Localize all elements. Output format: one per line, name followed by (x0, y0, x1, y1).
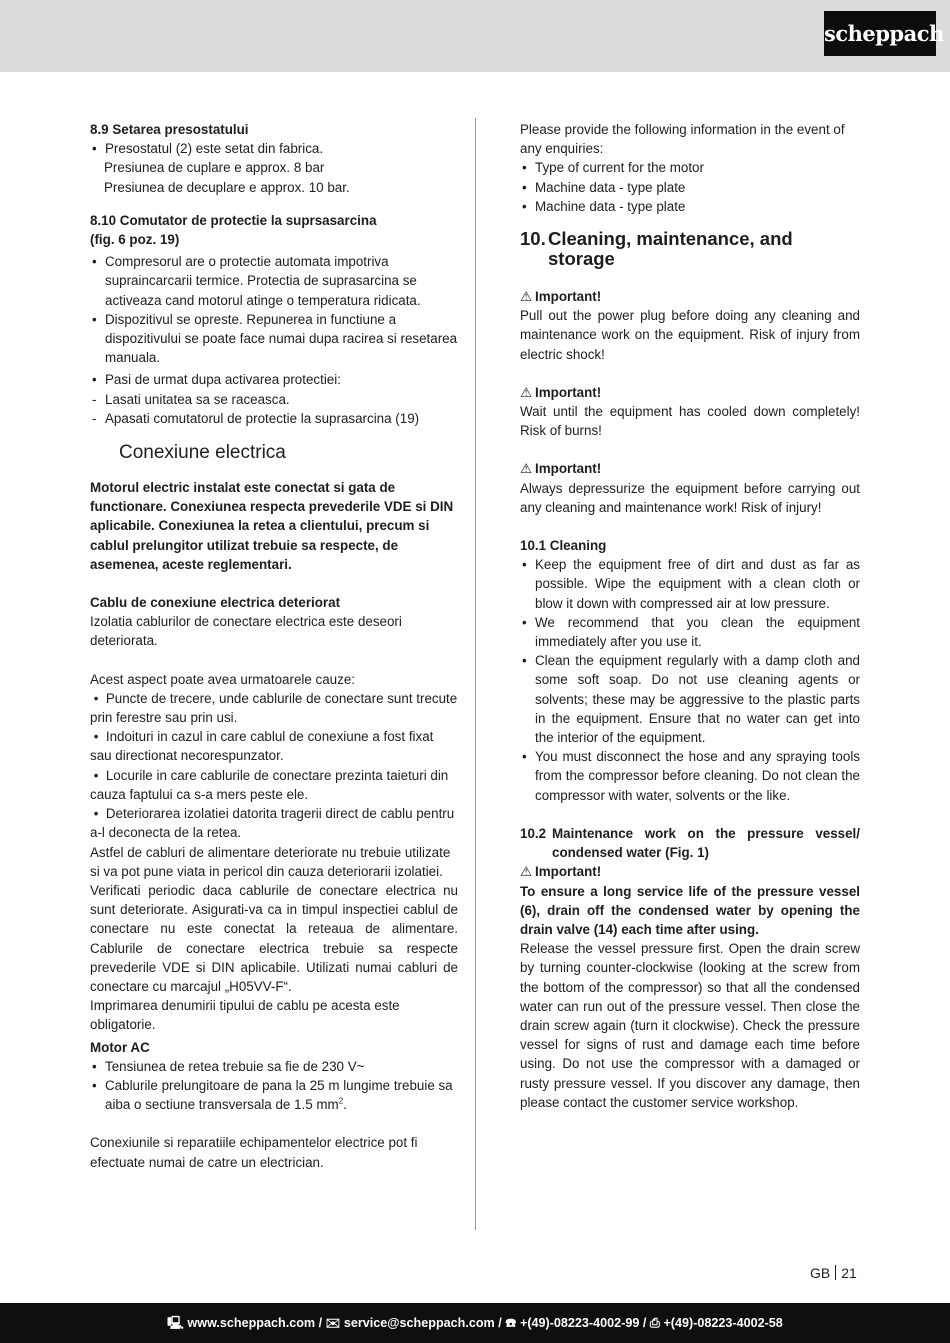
section-10-number: 10. (520, 228, 546, 250)
list-item-text: Lasati unitatea sa se raceasca. (105, 391, 290, 407)
list-item-text: Keep the equipment free of dirt and dust as far as possible. Wipe the equipment with a clean cloth or blow it down with compressed air at low pressure. (535, 557, 860, 611)
footer-website: www.scheppach.com (187, 1316, 316, 1330)
coupling-pressure: Presiunea de cuplare e approx. 8 bar (104, 160, 325, 176)
list-item-text: Clean the equipment regularly with a damp cloth and some soft soap. Do not use cleaning agents or solvents; these may be aggressive to the plastic parts in the equipment. Ensure that no water can get into the interior of the equipment. (535, 653, 860, 746)
right-column (520, 120, 860, 1112)
fax-icon: ⎙ (649, 1316, 660, 1330)
section-8-9-list (90, 139, 458, 158)
page-number: 21 (841, 1265, 857, 1281)
footer-fax: +(49)-08223-4002-58 (663, 1316, 783, 1330)
cauze-item-text: Indoituri in cazul in care cablul de conexiune a fost fixat sau directionat necorespunzator. (90, 729, 434, 764)
mail-icon: ✉ (325, 1316, 341, 1330)
warning-1-title (520, 287, 860, 306)
cauze-item: • Deteriorarea izolatiei datorita tragerii direct de cablu pentru a-l deconecta de la retea. (90, 806, 455, 841)
list-item (520, 613, 860, 651)
column-divider (475, 118, 476, 1230)
verificati-paragraph: Verificati periodic daca cablurile de conectare electrica nu sunt deteriorate. Asigurati-va ca in timpul inspectiei cablul de conectare nu este conectat la reteaua de alimentare. Cablurile de conectare electrica trebuie sa respecte prevederile VDE si DIN aplicabile. Utilizati numai cabluri de conectare cu marcajul „H05VV-F“. (90, 882, 458, 994)
list-item (520, 197, 860, 216)
enquiries-intro: Please provide the following information in the event of any enquiries: (520, 122, 845, 157)
list-item (90, 1057, 458, 1076)
protection-steps-list (90, 390, 458, 428)
list-item-text: Pasi de urmat dupa activarea protectiei: (105, 372, 341, 388)
warning-4-title (520, 862, 860, 881)
list-item (90, 390, 458, 409)
cleaning-list (520, 555, 860, 805)
motor-ac-title: Motor AC (90, 1039, 150, 1055)
cauze-item: • Puncte de trecere, unde cablurile de conectare sunt trecute prin ferestre sau prin usi. (90, 690, 458, 726)
list-item (520, 555, 860, 613)
cablu-deteriorat-title: Cablu de conexiune electrica deteriorat (90, 595, 341, 611)
section-10-2-heading (520, 824, 860, 862)
list-item (90, 310, 458, 368)
section-10-2-title: Maintenance work on the pressure vessel/ condensed water (Fig. 1) (552, 825, 860, 861)
warning-3-text: Always depressurize the equipment before carrying out any cleaning and maintenance work! Risk of injury! (520, 480, 860, 515)
list-item (90, 409, 458, 428)
cauze-item-text: Puncte de trecere, unde cablurile de conectare sunt trecute prin ferestre sau prin usi. (90, 690, 458, 726)
conexiune-electrica-heading: Conexiune electrica (119, 442, 286, 464)
list-item-text: Machine data - type plate (535, 198, 686, 214)
imprimarea-paragraph: Imprimarea denumirii tipului de cablu pe acesta este obligatorie. (90, 998, 400, 1033)
section-10-1-title: 10.1 Cleaning (520, 538, 607, 554)
astfel-paragraph: Astfel de cabluri de alimentare deteriorate nu trebuie utilizate si va pot pune viata in pericol din cauza deteriorarii izolatiei. (90, 844, 451, 879)
final-paragraph: Conexiunile si reparatiile echipamentelor electrice pot fi efectuate numai de catre un electrician. (90, 1135, 418, 1170)
list-item-text: Dispozitivul se opreste. Repunerea in functiune a dispozitivului se poate face numai dupa racirea si resetarea manuala. (105, 311, 458, 366)
cauze-item: • Indoituri in cazul in care cablul de conexiune a fost fixat sau directionat necorespunzator. (90, 729, 434, 764)
warning-2-title (520, 383, 860, 402)
section-10-2-number: 10.2 (520, 825, 547, 841)
cauze-intro: Acest aspect poate avea urmatoarele cauze: (90, 671, 355, 687)
section-10-2-bold: To ensure a long service life of the pressure vessel (6), drain off the condensed water by opening the drain valve (14) each time after using. (520, 883, 860, 937)
list-item-text: You must disconnect the hose and any spraying tools from the compressor before cleaning. Do not clean the compressor with water, solvents or the like. (535, 749, 860, 803)
list-item-text-end: . (343, 1097, 347, 1113)
footer-phone: +(49)-08223-4002-99 (519, 1316, 640, 1330)
warning-icon: ⚠ (520, 384, 533, 400)
list-item-text: Presostatul (2) este setat din fabrica. (105, 141, 324, 157)
warning-3-title (520, 459, 860, 478)
list-item-text: We recommend that you clean the equipment immediately after you use it. (535, 614, 860, 650)
section-8-10-list (90, 252, 458, 389)
footer-bar (0, 1303, 950, 1343)
warning-icon: ⚠ (520, 461, 533, 477)
list-item (520, 178, 860, 197)
list-item (90, 1076, 458, 1114)
cauze-item-text: Deteriorarea izolatiei datorita tragerii direct de cablu pentru a-l deconecta de la retea. (90, 806, 455, 841)
left-column (90, 120, 458, 1172)
list-item (90, 252, 458, 310)
footer-separator: / (639, 1316, 650, 1330)
superscript: 2 (338, 1096, 344, 1106)
list-item-text: Type of current for the motor (535, 160, 704, 176)
warning-label: Important! (535, 384, 602, 400)
list-item-text: Apasati comutatorul de protectie la suprasarcina (19) (105, 410, 420, 426)
footer-separator: / (494, 1316, 506, 1330)
list-item-text: Machine data - type plate (535, 179, 686, 195)
page-number-block (810, 1263, 857, 1283)
warning-icon: ⚠ (520, 289, 533, 305)
warning-label: Important! (535, 864, 602, 880)
section-10-2-text: Release the vessel pressure first. Open the drain screw by turning counter-clockwise (looking at the screw from the bottom of the compressor) so that all the condensed water can run out of the pressure vessel. Then close the drain screw again (turn it clockwise). Check the pressure vessel for signs of rust and damage each time before using. Do not use the compressor with a damaged or rusty pressure vessel. If you discover any damage, then please contact the customer service workshop. (520, 941, 860, 1110)
language-code: GB (810, 1265, 831, 1281)
warning-2-text: Wait until the equipment has cooled down completely! Risk of burns! (520, 404, 860, 439)
cauze-item-text: Locurile in care cablurile de conectare prezinta taieturi din cauza faptului ca s-a mers peste ele. (90, 767, 449, 802)
list-item (520, 158, 860, 177)
cauze-item: • Locurile in care cablurile de conectare prezinta taieturi din cauza faptului ca s-a mers peste ele. (90, 767, 449, 802)
list-item-text: Tensiunea de retea trebuie sa fie de 230 V~ (105, 1058, 365, 1074)
section-10-title: Cleaning, maintenance, and storage (548, 228, 793, 270)
decoupling-pressure: Presiunea de decuplare e approx. 10 bar. (104, 179, 350, 195)
list-item (90, 370, 458, 389)
brand-logo: scheppach (824, 11, 936, 56)
warning-label: Important! (535, 461, 602, 477)
computer-icon: 🖳 (167, 1316, 184, 1330)
list-item (520, 747, 860, 805)
warning-label: Important! (535, 289, 602, 305)
section-10-heading (520, 229, 860, 269)
section-8-10-title-1: 8.10 Comutator de protectie la suprsasarcina (90, 212, 377, 228)
conexiune-bold-paragraph: Motorul electric instalat este conectat si gata de functionare. Conexiunea respecta prevederile VDE si DIN aplicabile. Conexiunea la retea a clientului, precum si cablul prelungitor utilizat trebuie sa respecte, de asemenea, aceste reglementari. (90, 480, 454, 572)
cablu-paragraph: Izolatia cablurilor de conectare electrica este deseori deteriorata. (90, 614, 402, 649)
header-bar (0, 0, 950, 72)
warning-1-text: Pull out the power plug before doing any cleaning and maintenance work on the equipment. Risk of injury from electric shock! (520, 308, 860, 362)
list-item-text: Compresorul are o protectie automata impotriva supraincarcarii termice. Protectia de suprasarcina se activeaza cand motorul atinge o temperatura ridicata. (105, 254, 421, 308)
phone-icon: ☎ (505, 1316, 517, 1330)
footer-separator: / (315, 1316, 326, 1330)
warning-icon: ⚠ (520, 864, 533, 880)
motor-ac-list (90, 1057, 458, 1115)
section-8-9-title: 8.9 Setarea presostatului (90, 122, 249, 137)
list-item (90, 139, 458, 158)
section-8-10-title-2: (fig. 6 poz. 19) (90, 232, 180, 248)
enquiries-list (520, 158, 860, 216)
page-separator (835, 1265, 836, 1280)
footer-email: service@scheppach.com (343, 1316, 495, 1330)
list-item (520, 651, 860, 747)
list-item-text: Cablurile prelungitoare de pana la 25 m lungime trebuie sa aiba o sectiune transversala de 1.5 mm (105, 1077, 453, 1113)
